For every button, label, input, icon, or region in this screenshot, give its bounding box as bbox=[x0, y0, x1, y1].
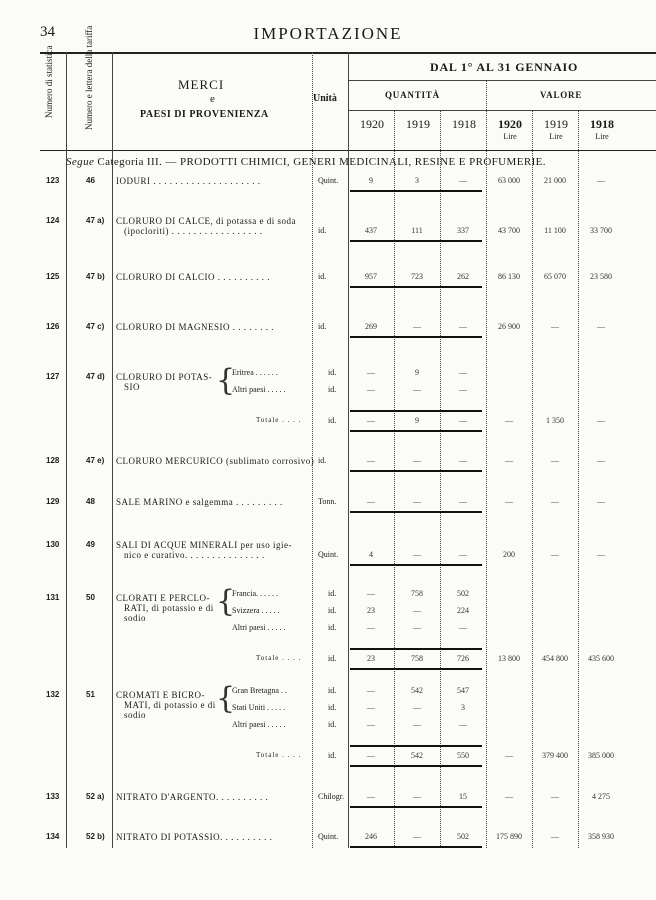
sum-rule bbox=[350, 745, 482, 747]
item-description-cont: sodio bbox=[124, 710, 147, 720]
item-description: CLORURO DI CALCE, di potassa e di soda bbox=[116, 216, 296, 226]
stat-number: 129 bbox=[46, 497, 60, 506]
origin-country: Eritrea . . . . . . bbox=[232, 368, 278, 377]
item-description: IODURI . . . . . . . . . . . . . . . . . . . . bbox=[116, 176, 261, 186]
currency-1919: Lire bbox=[549, 132, 563, 141]
item-description-cont: nico e curativo. . . . . . . . . . . . . . . bbox=[124, 550, 265, 560]
value-cell: 65 070 bbox=[544, 272, 566, 281]
total-value-cell: 1 350 bbox=[546, 416, 564, 425]
value-cell: — bbox=[597, 550, 605, 559]
value-cell: — bbox=[505, 456, 513, 465]
quantity-cell: 3 bbox=[415, 176, 419, 185]
value-cell: 21 000 bbox=[544, 176, 566, 185]
tariff-number: 47 a) bbox=[86, 216, 105, 225]
tariff-number: 51 bbox=[86, 690, 95, 699]
tariff-number: 46 bbox=[86, 176, 95, 185]
column-divider bbox=[348, 52, 349, 848]
value-cell: 11 100 bbox=[544, 226, 566, 235]
brace-icon: { bbox=[216, 681, 236, 716]
item-description: NITRATO D'ARGENTO. . . . . . . . . . bbox=[116, 792, 269, 802]
value-cell: — bbox=[597, 497, 605, 506]
quantity-cell: — bbox=[367, 456, 375, 465]
quantity-cell: — bbox=[413, 792, 421, 801]
origin-country: Stati Uniti . . . . . bbox=[232, 703, 286, 712]
item-description: CLORATI E PERCLO- bbox=[116, 593, 210, 603]
quantity-cell: 957 bbox=[365, 272, 377, 281]
stat-number: 125 bbox=[46, 272, 60, 281]
sum-rule bbox=[350, 470, 482, 472]
quantity-cell: — bbox=[459, 322, 467, 331]
sum-rule bbox=[350, 190, 482, 192]
total-quantity-cell: 758 bbox=[411, 654, 423, 663]
item-description: CLORURO DI CALCIO . . . . . . . . . . bbox=[116, 272, 271, 282]
unit-label: id. bbox=[318, 322, 327, 331]
quantity-cell: 246 bbox=[365, 832, 377, 841]
unit-label: id. bbox=[328, 416, 337, 425]
year-q-1920: 1920 bbox=[360, 117, 384, 131]
total-quantity-cell: 726 bbox=[457, 654, 469, 663]
column-divider bbox=[312, 52, 313, 848]
value-cell: — bbox=[551, 550, 559, 559]
origin-country: Altri paesi . . . . . bbox=[232, 385, 286, 394]
total-quantity-cell: — bbox=[459, 416, 467, 425]
quantity-cell: — bbox=[413, 550, 421, 559]
item-description: CLORURO MERCURICO (sublimato corrosivo) bbox=[116, 456, 315, 466]
sum-rule bbox=[350, 806, 482, 808]
total-value-cell: 13 800 bbox=[498, 654, 520, 663]
value-cell: — bbox=[505, 792, 513, 801]
unit-label: id. bbox=[328, 368, 337, 377]
item-description-cont: (ipocloriti) . . . . . . . . . . . . . . . . . bbox=[124, 226, 263, 236]
quantity-cell: — bbox=[413, 720, 421, 729]
value-cell: 358 930 bbox=[588, 832, 614, 841]
brace-icon: { bbox=[216, 584, 236, 619]
quantity-cell: 15 bbox=[459, 792, 467, 801]
total-quantity-cell: 542 bbox=[411, 751, 423, 760]
quantity-cell: 4 bbox=[369, 550, 373, 559]
quantity-cell: — bbox=[367, 589, 375, 598]
header-rule bbox=[348, 110, 656, 111]
total-value-cell: 454 800 bbox=[542, 654, 568, 663]
tariff-number: 48 bbox=[86, 497, 95, 506]
header-rule bbox=[348, 80, 656, 81]
stat-number: 128 bbox=[46, 456, 60, 465]
stat-number: 124 bbox=[46, 216, 60, 225]
total-value-cell: 379 400 bbox=[542, 751, 568, 760]
origin-country: Altri paesi . . . . . bbox=[232, 720, 286, 729]
value-cell: — bbox=[597, 322, 605, 331]
stat-number: 126 bbox=[46, 322, 60, 331]
stat-number: 134 bbox=[46, 832, 60, 841]
value-cell: — bbox=[505, 497, 513, 506]
quantity-cell: — bbox=[367, 686, 375, 695]
currency-1918: Lire bbox=[595, 132, 609, 141]
unit-label: Tonn. bbox=[318, 497, 337, 506]
stat-number: 131 bbox=[46, 593, 60, 602]
unit-label: id. bbox=[318, 272, 327, 281]
item-description: SALE MARINO e salgemma . . . . . . . . . bbox=[116, 497, 283, 507]
total-value-cell: — bbox=[597, 416, 605, 425]
stat-number: 123 bbox=[46, 176, 60, 185]
quantity-cell: — bbox=[367, 792, 375, 801]
category-segue: Segue bbox=[66, 156, 95, 168]
item-description: SALI DI ACQUE MINERALI per uso igie- bbox=[116, 540, 292, 550]
stat-number: 130 bbox=[46, 540, 60, 549]
quantity-cell: — bbox=[459, 456, 467, 465]
header-e: e bbox=[210, 93, 215, 105]
value-cell: 4 275 bbox=[592, 792, 610, 801]
quantity-cell: 437 bbox=[365, 226, 377, 235]
total-label: Totale . . . . bbox=[256, 654, 302, 662]
year-q-1919: 1919 bbox=[406, 117, 430, 131]
quantity-cell: 542 bbox=[411, 686, 423, 695]
quantity-cell: — bbox=[413, 606, 421, 615]
quantity-cell: — bbox=[367, 703, 375, 712]
item-description-cont: sodio bbox=[124, 613, 147, 623]
quantity-cell: — bbox=[413, 456, 421, 465]
quantity-cell: — bbox=[367, 720, 375, 729]
tariff-number: 52 b) bbox=[86, 832, 105, 841]
column-divider bbox=[532, 110, 533, 848]
item-description: CLORURO DI POTAS- bbox=[116, 372, 213, 382]
quantity-cell: — bbox=[367, 385, 375, 394]
quantity-cell: — bbox=[367, 497, 375, 506]
item-description: CROMATI E BICRO- bbox=[116, 690, 206, 700]
quantity-cell: — bbox=[459, 368, 467, 377]
total-quantity-cell: — bbox=[367, 416, 375, 425]
column-divider bbox=[394, 110, 395, 848]
unit-label: Chilogr. bbox=[318, 792, 345, 801]
tariff-number: 47 e) bbox=[86, 456, 105, 465]
total-quantity-cell: — bbox=[367, 751, 375, 760]
total-quantity-cell: 550 bbox=[457, 751, 469, 760]
header-merci: MERCI bbox=[178, 77, 225, 92]
unit-label: id. bbox=[328, 385, 337, 394]
unit-label: Quint. bbox=[318, 832, 339, 841]
quantity-cell: 547 bbox=[457, 686, 469, 695]
header-num-stat: Numero di statistica bbox=[44, 45, 54, 118]
quantity-cell: 269 bbox=[365, 322, 377, 331]
quantity-cell: — bbox=[413, 832, 421, 841]
unit-label: id. bbox=[318, 226, 327, 235]
unit-label: id. bbox=[328, 751, 337, 760]
tariff-number: 52 a) bbox=[86, 792, 105, 801]
header-unita: Unità bbox=[313, 93, 337, 104]
sum-rule bbox=[350, 336, 482, 338]
quantity-cell: — bbox=[413, 322, 421, 331]
column-divider bbox=[440, 110, 441, 848]
quantity-cell: — bbox=[459, 720, 467, 729]
tariff-number: 47 c) bbox=[86, 322, 105, 331]
value-cell: — bbox=[551, 322, 559, 331]
total-quantity-cell: 23 bbox=[367, 654, 375, 663]
year-v-1920: 1920 bbox=[498, 117, 522, 131]
header-valore: VALORE bbox=[540, 90, 583, 100]
value-cell: 43 700 bbox=[498, 226, 520, 235]
total-label: Totale . . . . bbox=[256, 751, 302, 759]
page-number: 34 bbox=[40, 24, 55, 40]
value-cell: — bbox=[551, 497, 559, 506]
value-cell: 23 580 bbox=[590, 272, 612, 281]
column-divider bbox=[486, 80, 487, 848]
sum-rule bbox=[350, 511, 482, 513]
value-cell: — bbox=[597, 456, 605, 465]
header-period: DAL 1° AL 31 GENNAIO bbox=[430, 60, 579, 74]
quantity-cell: 723 bbox=[411, 272, 423, 281]
value-cell: 200 bbox=[503, 550, 515, 559]
value-cell: — bbox=[551, 792, 559, 801]
column-divider bbox=[66, 52, 67, 848]
quantity-cell: — bbox=[367, 368, 375, 377]
quantity-cell: 337 bbox=[457, 226, 469, 235]
value-cell: 33 700 bbox=[590, 226, 612, 235]
item-description: CLORURO DI MAGNESIO . . . . . . . . bbox=[116, 322, 275, 332]
tariff-number: 47 d) bbox=[86, 372, 105, 381]
unit-label: id. bbox=[328, 589, 337, 598]
unit-label: id. bbox=[328, 654, 337, 663]
header-quantita: QUANTITÀ bbox=[385, 90, 440, 100]
total-value-cell: — bbox=[505, 751, 513, 760]
tariff-number: 47 b) bbox=[86, 272, 105, 281]
stat-number: 127 bbox=[46, 372, 60, 381]
currency-1920: Lire bbox=[503, 132, 517, 141]
quantity-cell: 262 bbox=[457, 272, 469, 281]
quantity-cell: — bbox=[413, 703, 421, 712]
value-cell: — bbox=[597, 176, 605, 185]
stat-number: 133 bbox=[46, 792, 60, 801]
tariff-number: 49 bbox=[86, 540, 95, 549]
column-divider bbox=[112, 52, 113, 848]
category-label: Categoria III. — PRODOTTI CHIMICI, GENERI MEDICINALI, RESINE E PROFUMERIE. bbox=[97, 156, 546, 168]
brace-icon: { bbox=[216, 363, 236, 398]
unit-label: id. bbox=[318, 456, 327, 465]
total-value-cell: — bbox=[505, 416, 513, 425]
quantity-cell: 23 bbox=[367, 606, 375, 615]
item-description-cont: MATI, di potassio e di bbox=[124, 700, 216, 710]
year-q-1918: 1918 bbox=[452, 117, 476, 131]
origin-country: Francia. . . . . . bbox=[232, 589, 278, 598]
stat-number: 132 bbox=[46, 690, 60, 699]
column-divider bbox=[578, 110, 579, 848]
unit-label: id. bbox=[328, 703, 337, 712]
quantity-cell: 9 bbox=[415, 368, 419, 377]
unit-label: id. bbox=[328, 606, 337, 615]
sum-rule bbox=[350, 765, 482, 767]
value-cell: 63 000 bbox=[498, 176, 520, 185]
quantity-cell: — bbox=[459, 176, 467, 185]
total-quantity-cell: 9 bbox=[415, 416, 419, 425]
unit-label: id. bbox=[328, 623, 337, 632]
page-title: IMPORTAZIONE bbox=[253, 24, 403, 43]
quantity-cell: — bbox=[459, 385, 467, 394]
year-v-1918: 1918 bbox=[590, 117, 614, 131]
category-heading bbox=[66, 156, 546, 168]
value-cell: — bbox=[551, 456, 559, 465]
sum-rule bbox=[350, 240, 482, 242]
unit-label: id. bbox=[328, 686, 337, 695]
quantity-cell: — bbox=[459, 623, 467, 632]
total-value-cell: 435 600 bbox=[588, 654, 614, 663]
header-paesi: PAESI DI PROVENIENZA bbox=[140, 109, 269, 120]
item-description: NITRATO DI POTASSIO. . . . . . . . . . bbox=[116, 832, 273, 842]
quantity-cell: — bbox=[413, 385, 421, 394]
year-v-1919: 1919 bbox=[544, 117, 568, 131]
sum-rule bbox=[350, 668, 482, 670]
quantity-cell: 224 bbox=[457, 606, 469, 615]
quantity-cell: 502 bbox=[457, 832, 469, 841]
quantity-cell: 9 bbox=[369, 176, 373, 185]
sum-rule bbox=[350, 564, 482, 566]
unit-label: id. bbox=[328, 720, 337, 729]
value-cell: — bbox=[551, 832, 559, 841]
value-cell: 175 890 bbox=[496, 832, 522, 841]
origin-country: Svizzera . . . . . bbox=[232, 606, 280, 615]
sum-rule bbox=[350, 430, 482, 432]
quantity-cell: 758 bbox=[411, 589, 423, 598]
total-label: Totale . . . . bbox=[256, 416, 302, 424]
quantity-cell: 502 bbox=[457, 589, 469, 598]
sum-rule bbox=[350, 648, 482, 650]
tariff-number: 50 bbox=[86, 593, 95, 602]
total-value-cell: 385 000 bbox=[588, 751, 614, 760]
item-description-cont: SIO bbox=[124, 382, 141, 392]
unit-label: Quint. bbox=[318, 550, 339, 559]
quantity-cell: — bbox=[413, 497, 421, 506]
item-description-cont: RATI, di potassio e di bbox=[124, 603, 214, 613]
sum-rule bbox=[350, 846, 482, 848]
header-num-tariff: Numero e lettera della tariffa bbox=[84, 25, 94, 130]
quantity-cell: — bbox=[367, 623, 375, 632]
quantity-cell: — bbox=[459, 497, 467, 506]
quantity-cell: — bbox=[413, 623, 421, 632]
origin-country: Gran Bretagna . . bbox=[232, 686, 287, 695]
sum-rule bbox=[350, 410, 482, 412]
value-cell: 26 900 bbox=[498, 322, 520, 331]
unit-label: Quint. bbox=[318, 176, 339, 185]
value-cell: 86 130 bbox=[498, 272, 520, 281]
quantity-cell: — bbox=[459, 550, 467, 559]
quantity-cell: 111 bbox=[411, 226, 423, 235]
sum-rule bbox=[350, 286, 482, 288]
origin-country: Altri paesi . . . . . bbox=[232, 623, 286, 632]
quantity-cell: 3 bbox=[461, 703, 465, 712]
